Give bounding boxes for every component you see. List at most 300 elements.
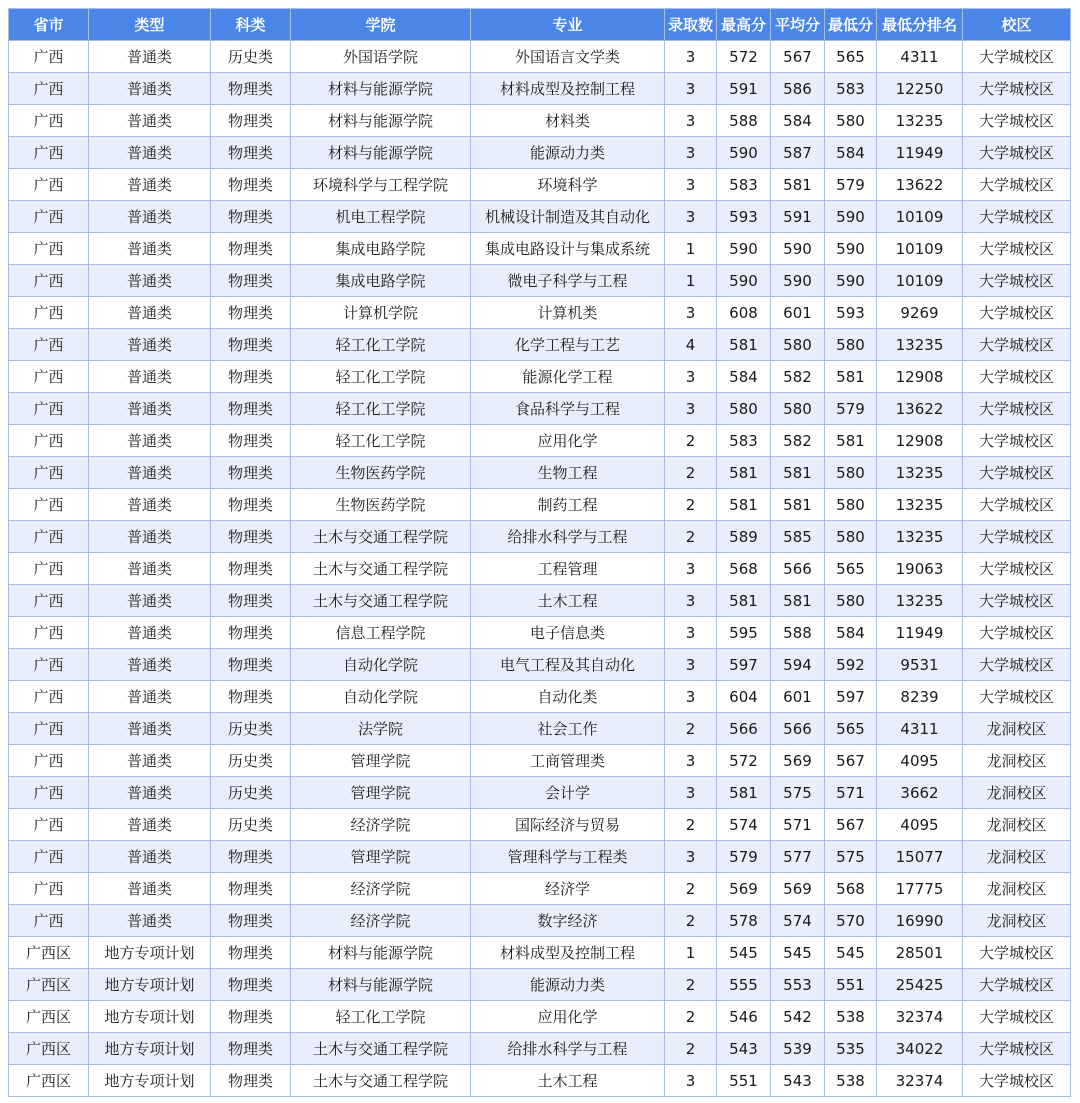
cell-campus: 大学城校区 (963, 73, 1071, 105)
cell-campus: 大学城校区 (963, 393, 1071, 425)
cell-subject: 物理类 (211, 265, 291, 297)
cell-campus: 大学城校区 (963, 297, 1071, 329)
cell-max-score: 604 (717, 681, 771, 713)
cell-max-score: 589 (717, 521, 771, 553)
cell-admitted: 3 (665, 361, 717, 393)
cell-type: 普通类 (89, 617, 211, 649)
header-campus: 校区 (963, 9, 1071, 41)
cell-province: 广西区 (9, 1065, 89, 1097)
cell-admitted: 3 (665, 73, 717, 105)
cell-min-score: 545 (825, 937, 877, 969)
cell-avg-score: 581 (771, 585, 825, 617)
cell-min-score: 590 (825, 201, 877, 233)
cell-min-score: 581 (825, 425, 877, 457)
cell-avg-score: 574 (771, 905, 825, 937)
cell-min-score: 538 (825, 1065, 877, 1097)
cell-min-score: 570 (825, 905, 877, 937)
cell-college: 信息工程学院 (291, 617, 471, 649)
cell-max-score: 551 (717, 1065, 771, 1097)
cell-min-score: 592 (825, 649, 877, 681)
cell-min-rank: 34022 (877, 1033, 963, 1065)
cell-subject: 物理类 (211, 297, 291, 329)
cell-major: 微电子科学与工程 (471, 265, 665, 297)
cell-major: 工商管理类 (471, 745, 665, 777)
cell-max-score: 581 (717, 489, 771, 521)
cell-type: 普通类 (89, 681, 211, 713)
cell-campus: 大学城校区 (963, 1065, 1071, 1097)
cell-campus: 龙洞校区 (963, 713, 1071, 745)
cell-province: 广西 (9, 777, 89, 809)
cell-min-rank: 12250 (877, 73, 963, 105)
cell-college: 法学院 (291, 713, 471, 745)
cell-province: 广西 (9, 105, 89, 137)
cell-max-score: 590 (717, 265, 771, 297)
cell-min-score: 580 (825, 489, 877, 521)
cell-min-score: 584 (825, 617, 877, 649)
cell-subject: 历史类 (211, 777, 291, 809)
cell-subject: 物理类 (211, 73, 291, 105)
cell-max-score: 583 (717, 169, 771, 201)
cell-admitted: 3 (665, 393, 717, 425)
cell-college: 管理学院 (291, 777, 471, 809)
table-row (9, 169, 1071, 201)
table-row (9, 777, 1071, 809)
cell-admitted: 2 (665, 873, 717, 905)
cell-admitted: 2 (665, 1033, 717, 1065)
cell-subject: 物理类 (211, 105, 291, 137)
cell-college: 材料与能源学院 (291, 105, 471, 137)
cell-college: 材料与能源学院 (291, 137, 471, 169)
cell-type: 普通类 (89, 233, 211, 265)
cell-max-score: 590 (717, 233, 771, 265)
cell-subject: 物理类 (211, 489, 291, 521)
cell-province: 广西 (9, 169, 89, 201)
cell-max-score: 581 (717, 777, 771, 809)
cell-min-rank: 13235 (877, 489, 963, 521)
cell-subject: 物理类 (211, 937, 291, 969)
cell-min-rank: 13622 (877, 393, 963, 425)
cell-subject: 历史类 (211, 41, 291, 73)
cell-min-rank: 13235 (877, 521, 963, 553)
cell-major: 能源化学工程 (471, 361, 665, 393)
cell-min-score: 565 (825, 41, 877, 73)
cell-min-rank: 4095 (877, 809, 963, 841)
cell-campus: 大学城校区 (963, 521, 1071, 553)
cell-college: 材料与能源学院 (291, 73, 471, 105)
cell-min-rank: 25425 (877, 969, 963, 1001)
cell-min-score: 579 (825, 169, 877, 201)
cell-type: 普通类 (89, 777, 211, 809)
cell-college: 土木与交通工程学院 (291, 1033, 471, 1065)
cell-max-score: 597 (717, 649, 771, 681)
cell-avg-score: 577 (771, 841, 825, 873)
cell-avg-score: 601 (771, 297, 825, 329)
cell-type: 普通类 (89, 553, 211, 585)
cell-college: 经济学院 (291, 905, 471, 937)
cell-subject: 物理类 (211, 969, 291, 1001)
cell-province: 广西 (9, 201, 89, 233)
cell-max-score: 578 (717, 905, 771, 937)
cell-college: 经济学院 (291, 809, 471, 841)
cell-admitted: 2 (665, 809, 717, 841)
cell-max-score: 591 (717, 73, 771, 105)
cell-admitted: 2 (665, 489, 717, 521)
cell-min-score: 567 (825, 809, 877, 841)
cell-type: 地方专项计划 (89, 1001, 211, 1033)
cell-admitted: 3 (665, 585, 717, 617)
cell-avg-score: 601 (771, 681, 825, 713)
cell-major: 环境科学 (471, 169, 665, 201)
cell-campus: 龙洞校区 (963, 841, 1071, 873)
cell-college: 自动化学院 (291, 649, 471, 681)
cell-major: 生物工程 (471, 457, 665, 489)
cell-min-rank: 10109 (877, 233, 963, 265)
cell-province: 广西 (9, 393, 89, 425)
cell-college: 土木与交通工程学院 (291, 1065, 471, 1097)
cell-admitted: 3 (665, 297, 717, 329)
cell-type: 普通类 (89, 585, 211, 617)
table-row (9, 617, 1071, 649)
cell-type: 地方专项计划 (89, 969, 211, 1001)
cell-subject: 物理类 (211, 457, 291, 489)
cell-min-score: 580 (825, 105, 877, 137)
cell-province: 广西区 (9, 937, 89, 969)
cell-min-score: 579 (825, 393, 877, 425)
cell-admitted: 3 (665, 105, 717, 137)
cell-subject: 物理类 (211, 169, 291, 201)
cell-province: 广西 (9, 873, 89, 905)
table-row (9, 937, 1071, 969)
cell-type: 普通类 (89, 105, 211, 137)
cell-campus: 大学城校区 (963, 361, 1071, 393)
cell-type: 普通类 (89, 201, 211, 233)
cell-avg-score: 590 (771, 265, 825, 297)
cell-min-rank: 13235 (877, 105, 963, 137)
cell-province: 广西 (9, 905, 89, 937)
cell-type: 普通类 (89, 905, 211, 937)
cell-avg-score: 545 (771, 937, 825, 969)
header-max-score: 最高分 (717, 9, 771, 41)
cell-province: 广西 (9, 841, 89, 873)
header-province: 省市 (9, 9, 89, 41)
cell-admitted: 3 (665, 553, 717, 585)
cell-type: 普通类 (89, 329, 211, 361)
cell-province: 广西 (9, 553, 89, 585)
table-row (9, 809, 1071, 841)
table-row (9, 649, 1071, 681)
table-row (9, 1033, 1071, 1065)
cell-avg-score: 553 (771, 969, 825, 1001)
cell-province: 广西 (9, 713, 89, 745)
cell-min-rank: 13235 (877, 585, 963, 617)
cell-subject: 物理类 (211, 841, 291, 873)
cell-subject: 物理类 (211, 201, 291, 233)
cell-province: 广西 (9, 361, 89, 393)
cell-province: 广西 (9, 41, 89, 73)
cell-type: 普通类 (89, 649, 211, 681)
cell-campus: 大学城校区 (963, 457, 1071, 489)
cell-min-rank: 9269 (877, 297, 963, 329)
cell-college: 土木与交通工程学院 (291, 553, 471, 585)
cell-min-score: 581 (825, 361, 877, 393)
cell-type: 普通类 (89, 745, 211, 777)
cell-avg-score: 575 (771, 777, 825, 809)
table-row (9, 489, 1071, 521)
table-row (9, 841, 1071, 873)
cell-college: 环境科学与工程学院 (291, 169, 471, 201)
cell-min-score: 583 (825, 73, 877, 105)
cell-major: 集成电路设计与集成系统 (471, 233, 665, 265)
cell-college: 材料与能源学院 (291, 937, 471, 969)
cell-subject: 物理类 (211, 1001, 291, 1033)
cell-college: 轻工化工学院 (291, 425, 471, 457)
cell-province: 广西 (9, 233, 89, 265)
table-row (9, 265, 1071, 297)
cell-min-rank: 32374 (877, 1001, 963, 1033)
cell-type: 地方专项计划 (89, 1033, 211, 1065)
cell-campus: 大学城校区 (963, 489, 1071, 521)
cell-campus: 大学城校区 (963, 329, 1071, 361)
cell-admitted: 1 (665, 233, 717, 265)
cell-campus: 大学城校区 (963, 233, 1071, 265)
cell-type: 普通类 (89, 713, 211, 745)
table-row (9, 201, 1071, 233)
cell-max-score: 581 (717, 585, 771, 617)
cell-major: 工程管理 (471, 553, 665, 585)
cell-province: 广西 (9, 745, 89, 777)
cell-min-score: 551 (825, 969, 877, 1001)
cell-avg-score: 567 (771, 41, 825, 73)
cell-major: 材料类 (471, 105, 665, 137)
cell-avg-score: 582 (771, 361, 825, 393)
cell-admitted: 3 (665, 41, 717, 73)
cell-province: 广西区 (9, 969, 89, 1001)
cell-type: 普通类 (89, 265, 211, 297)
cell-avg-score: 581 (771, 169, 825, 201)
cell-min-score: 567 (825, 745, 877, 777)
cell-province: 广西区 (9, 1033, 89, 1065)
table-row (9, 1001, 1071, 1033)
cell-province: 广西 (9, 329, 89, 361)
cell-province: 广西 (9, 681, 89, 713)
cell-avg-score: 569 (771, 873, 825, 905)
table-row (9, 329, 1071, 361)
cell-campus: 大学城校区 (963, 137, 1071, 169)
cell-major: 食品科学与工程 (471, 393, 665, 425)
cell-max-score: 574 (717, 809, 771, 841)
cell-campus: 大学城校区 (963, 969, 1071, 1001)
cell-college: 管理学院 (291, 745, 471, 777)
header-major: 专业 (471, 9, 665, 41)
table-row (9, 553, 1071, 585)
cell-admitted: 3 (665, 649, 717, 681)
admission-table (8, 8, 1071, 1097)
cell-min-rank: 11949 (877, 617, 963, 649)
cell-max-score: 590 (717, 137, 771, 169)
cell-province: 广西 (9, 137, 89, 169)
cell-subject: 物理类 (211, 649, 291, 681)
cell-min-rank: 32374 (877, 1065, 963, 1097)
cell-subject: 物理类 (211, 905, 291, 937)
cell-admitted: 3 (665, 169, 717, 201)
cell-campus: 大学城校区 (963, 585, 1071, 617)
cell-major: 电子信息类 (471, 617, 665, 649)
cell-type: 普通类 (89, 41, 211, 73)
cell-admitted: 2 (665, 521, 717, 553)
cell-min-rank: 11949 (877, 137, 963, 169)
cell-min-score: 580 (825, 521, 877, 553)
cell-type: 普通类 (89, 841, 211, 873)
cell-min-score: 584 (825, 137, 877, 169)
cell-min-rank: 9531 (877, 649, 963, 681)
cell-province: 广西区 (9, 1001, 89, 1033)
cell-avg-score: 539 (771, 1033, 825, 1065)
cell-max-score: 546 (717, 1001, 771, 1033)
table-row (9, 713, 1071, 745)
cell-campus: 龙洞校区 (963, 777, 1071, 809)
cell-college: 轻工化工学院 (291, 329, 471, 361)
cell-type: 普通类 (89, 873, 211, 905)
cell-campus: 大学城校区 (963, 425, 1071, 457)
cell-subject: 物理类 (211, 553, 291, 585)
cell-admitted: 3 (665, 137, 717, 169)
cell-college: 生物医药学院 (291, 457, 471, 489)
cell-min-score: 565 (825, 713, 877, 745)
table-row (9, 873, 1071, 905)
cell-campus: 大学城校区 (963, 681, 1071, 713)
cell-campus: 龙洞校区 (963, 745, 1071, 777)
cell-province: 广西 (9, 585, 89, 617)
cell-max-score: 579 (717, 841, 771, 873)
cell-avg-score: 584 (771, 105, 825, 137)
cell-major: 经济学 (471, 873, 665, 905)
cell-province: 广西 (9, 73, 89, 105)
cell-min-rank: 4311 (877, 41, 963, 73)
cell-min-score: 575 (825, 841, 877, 873)
cell-avg-score: 588 (771, 617, 825, 649)
cell-college: 土木与交通工程学院 (291, 521, 471, 553)
cell-campus: 大学城校区 (963, 617, 1071, 649)
cell-major: 给排水科学与工程 (471, 521, 665, 553)
cell-province: 广西 (9, 297, 89, 329)
cell-min-rank: 12908 (877, 361, 963, 393)
cell-type: 普通类 (89, 297, 211, 329)
cell-max-score: 584 (717, 361, 771, 393)
table-row (9, 137, 1071, 169)
cell-max-score: 581 (717, 457, 771, 489)
cell-province: 广西 (9, 265, 89, 297)
cell-major: 应用化学 (471, 425, 665, 457)
cell-max-score: 580 (717, 393, 771, 425)
cell-campus: 大学城校区 (963, 201, 1071, 233)
cell-max-score: 555 (717, 969, 771, 1001)
cell-major: 自动化类 (471, 681, 665, 713)
cell-max-score: 583 (717, 425, 771, 457)
table-row (9, 361, 1071, 393)
cell-major: 能源动力类 (471, 969, 665, 1001)
table-row (9, 905, 1071, 937)
cell-admitted: 2 (665, 969, 717, 1001)
cell-min-rank: 28501 (877, 937, 963, 969)
cell-admitted: 1 (665, 937, 717, 969)
cell-avg-score: 587 (771, 137, 825, 169)
cell-major: 计算机类 (471, 297, 665, 329)
cell-campus: 大学城校区 (963, 1033, 1071, 1065)
cell-admitted: 3 (665, 841, 717, 873)
cell-college: 轻工化工学院 (291, 361, 471, 393)
cell-subject: 物理类 (211, 1033, 291, 1065)
cell-min-score: 597 (825, 681, 877, 713)
cell-major: 土木工程 (471, 1065, 665, 1097)
cell-campus: 大学城校区 (963, 105, 1071, 137)
cell-subject: 历史类 (211, 809, 291, 841)
cell-avg-score: 566 (771, 553, 825, 585)
cell-subject: 物理类 (211, 233, 291, 265)
cell-major: 材料成型及控制工程 (471, 73, 665, 105)
header-subject: 科类 (211, 9, 291, 41)
cell-major: 制药工程 (471, 489, 665, 521)
cell-type: 普通类 (89, 73, 211, 105)
cell-min-rank: 4311 (877, 713, 963, 745)
admission-table-container (8, 8, 1071, 1097)
table-row (9, 1065, 1071, 1097)
cell-admitted: 2 (665, 457, 717, 489)
cell-major: 社会工作 (471, 713, 665, 745)
header-avg-score: 平均分 (771, 9, 825, 41)
cell-subject: 物理类 (211, 393, 291, 425)
cell-province: 广西 (9, 649, 89, 681)
cell-avg-score: 581 (771, 457, 825, 489)
cell-avg-score: 542 (771, 1001, 825, 1033)
cell-admitted: 2 (665, 1001, 717, 1033)
cell-type: 普通类 (89, 521, 211, 553)
cell-campus: 龙洞校区 (963, 873, 1071, 905)
cell-major: 化学工程与工艺 (471, 329, 665, 361)
cell-subject: 历史类 (211, 745, 291, 777)
cell-college: 自动化学院 (291, 681, 471, 713)
cell-min-rank: 8239 (877, 681, 963, 713)
cell-type: 普通类 (89, 137, 211, 169)
table-body (9, 41, 1071, 1097)
cell-type: 地方专项计划 (89, 1065, 211, 1097)
cell-avg-score: 543 (771, 1065, 825, 1097)
cell-avg-score: 580 (771, 329, 825, 361)
cell-major: 电气工程及其自动化 (471, 649, 665, 681)
cell-min-score: 590 (825, 233, 877, 265)
cell-province: 广西 (9, 425, 89, 457)
cell-min-rank: 17775 (877, 873, 963, 905)
cell-admitted: 2 (665, 713, 717, 745)
cell-min-rank: 4095 (877, 745, 963, 777)
cell-admitted: 3 (665, 617, 717, 649)
cell-min-score: 593 (825, 297, 877, 329)
cell-max-score: 595 (717, 617, 771, 649)
cell-min-rank: 10109 (877, 201, 963, 233)
cell-college: 土木与交通工程学院 (291, 585, 471, 617)
cell-min-score: 580 (825, 585, 877, 617)
cell-avg-score: 586 (771, 73, 825, 105)
cell-campus: 大学城校区 (963, 649, 1071, 681)
cell-college: 材料与能源学院 (291, 969, 471, 1001)
cell-province: 广西 (9, 489, 89, 521)
cell-campus: 龙洞校区 (963, 809, 1071, 841)
cell-max-score: 566 (717, 713, 771, 745)
cell-max-score: 572 (717, 41, 771, 73)
cell-major: 管理科学与工程类 (471, 841, 665, 873)
cell-major: 应用化学 (471, 1001, 665, 1033)
header-college: 学院 (291, 9, 471, 41)
cell-admitted: 3 (665, 681, 717, 713)
